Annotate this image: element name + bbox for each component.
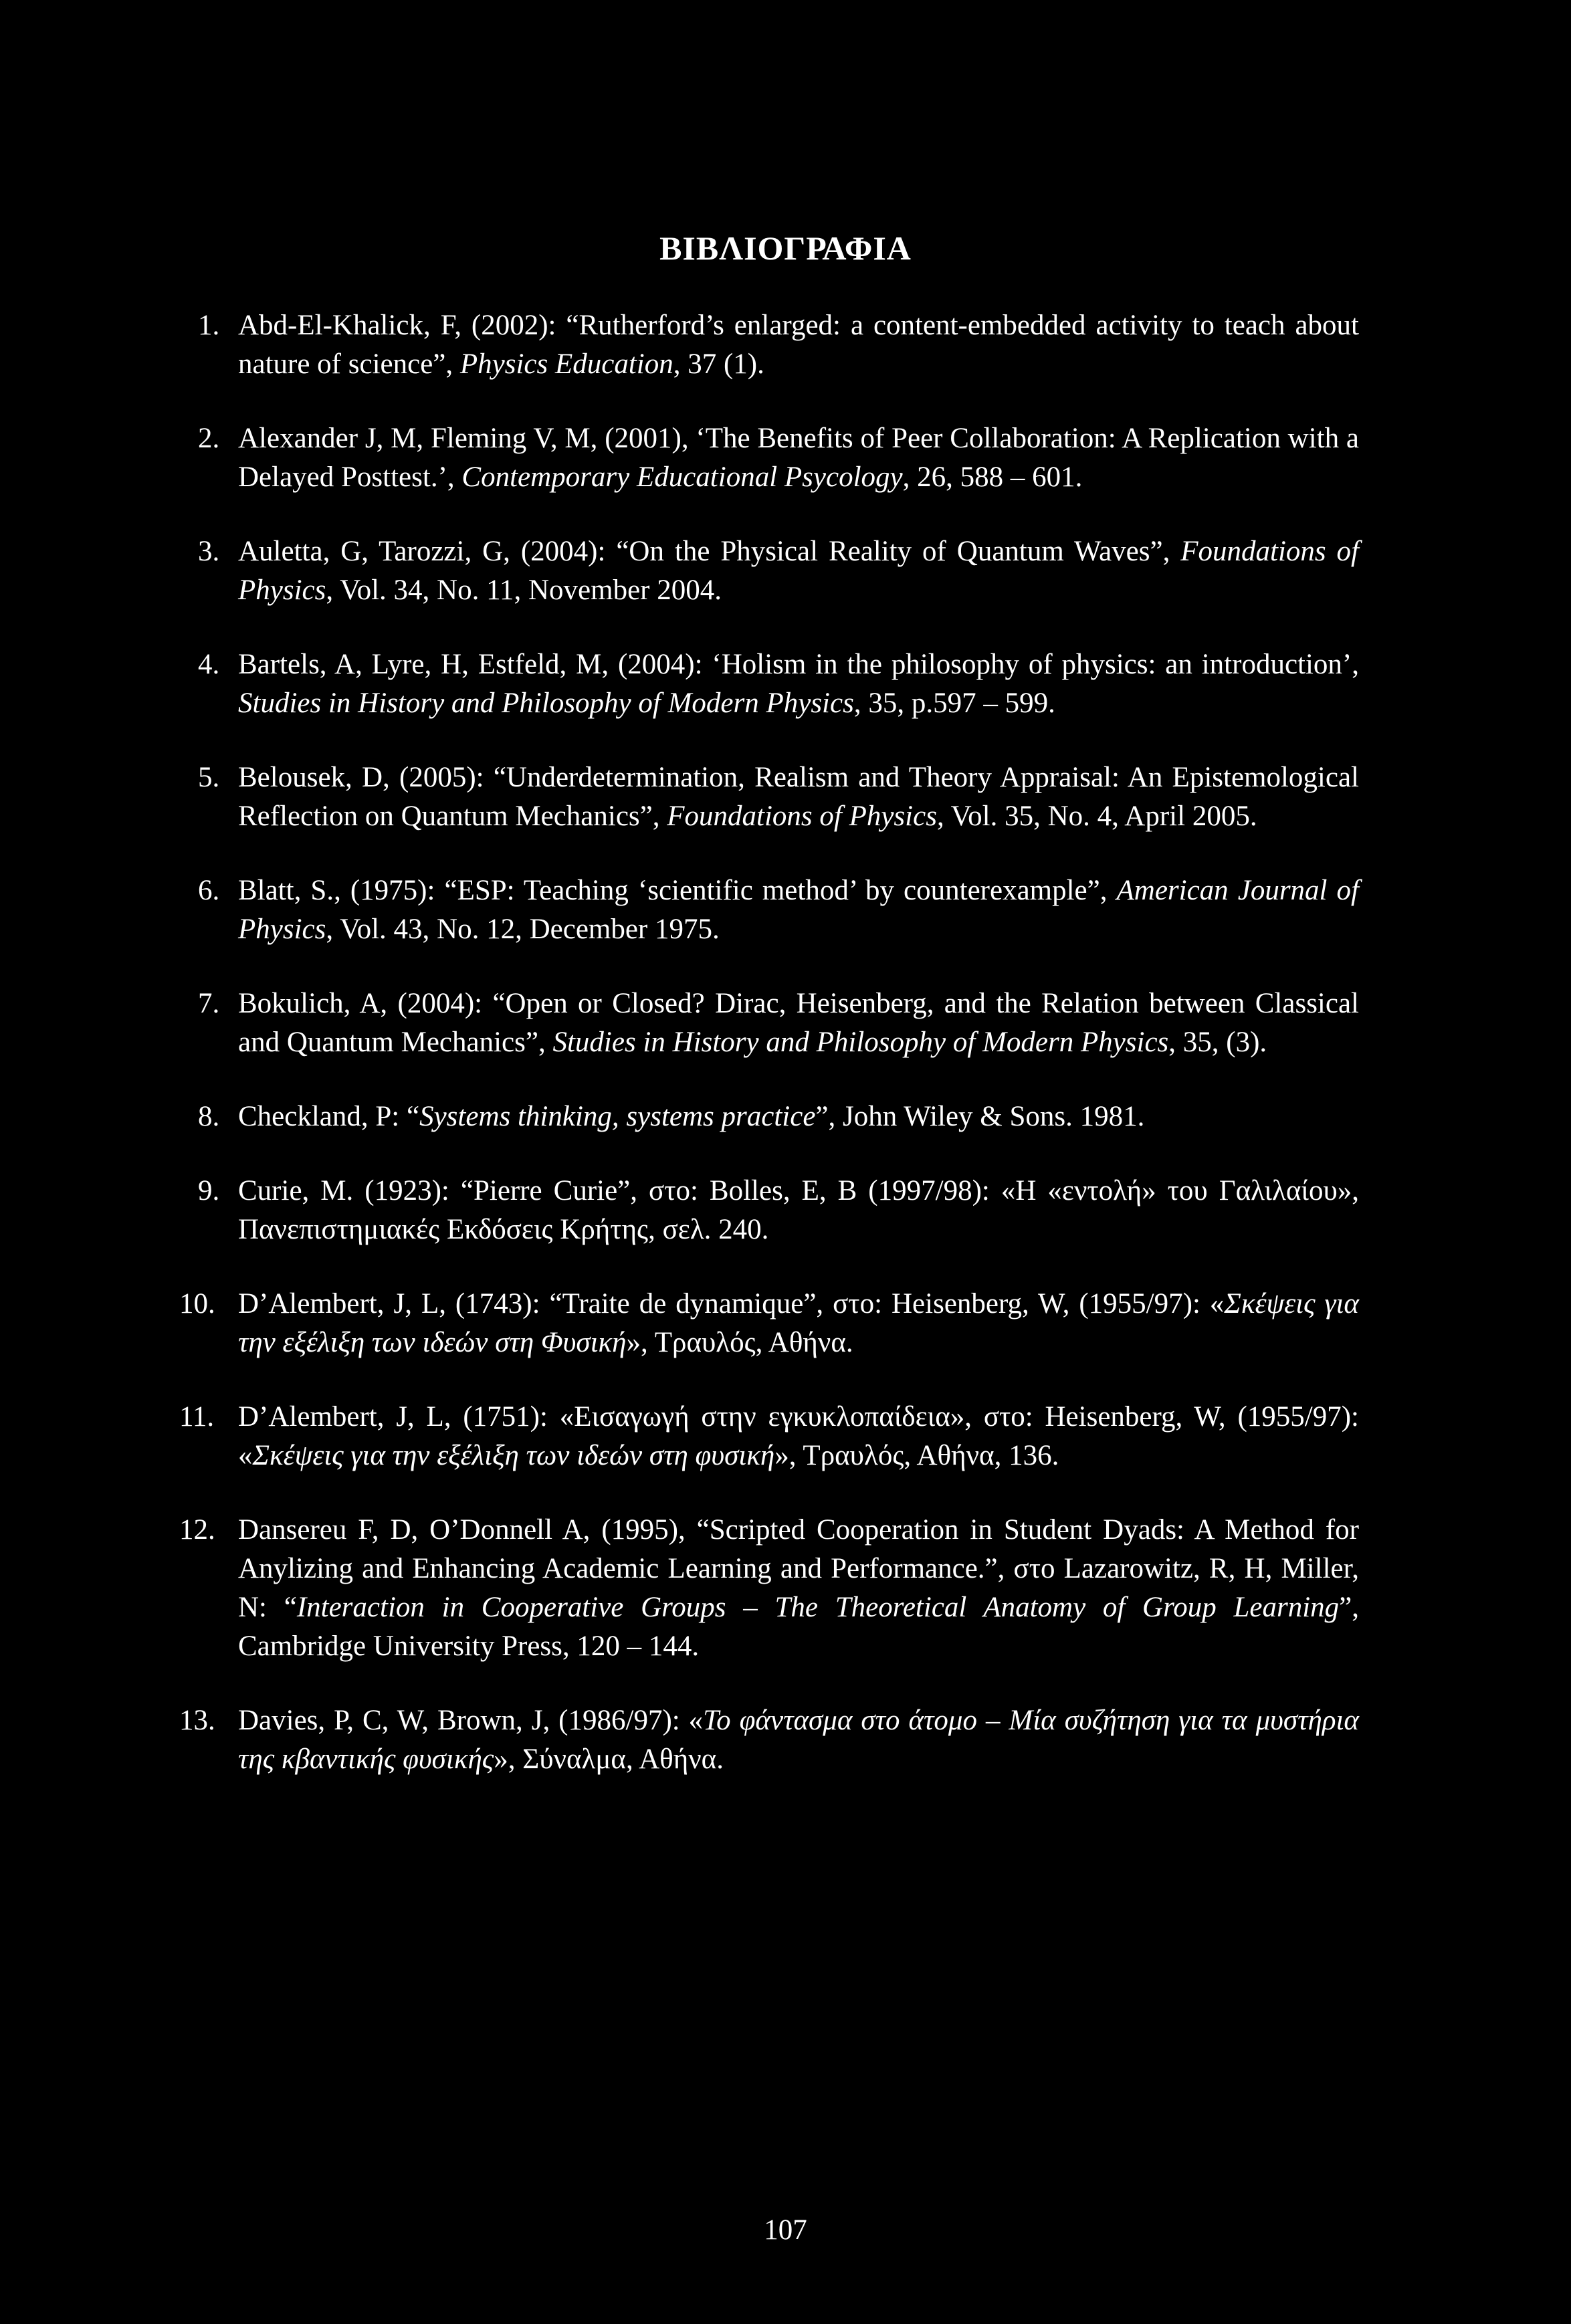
reference-item (198, 1097, 1359, 1136)
reference-item (179, 1701, 1359, 1779)
reference-title-italic: Foundations of Physics (238, 536, 1359, 606)
reference-number: 9. (198, 1175, 220, 1206)
reference-text: , 37 (1). (673, 348, 764, 380)
reference-text: Dansereu F, D, O’Donnell A, (1995), “Scripted Cooperation in Student Dyads: A Method for Anylizing and Enhancing Academic Learning and Performance.”, στο Lazarowitz, R, H, Miller, N: “ (238, 1514, 1359, 1623)
reference-text: », Τραυλός, Αθήνα, 136. (774, 1440, 1059, 1471)
reference-item (198, 758, 1359, 836)
reference-title-italic: Foundations of Physics (667, 801, 937, 832)
reference-title-italic: Το φάντασμα στο άτομο – Μία συζήτηση για τα μυστήρια της κβαντικής φυσικής (238, 1705, 1359, 1775)
reference-title-italic: Σκέψεις για την εξέλιξη των ιδεών στη φυσική (252, 1440, 775, 1471)
reference-text: », Σύναλμα, Αθήνα. (494, 1744, 724, 1775)
reference-number: 10. (179, 1288, 215, 1319)
reference-text: D’Alembert, J, L, (1751): «Εισαγωγή στην εγκυκλοπαίδεια», στο: Heisenberg, W, (1955/97): « (238, 1401, 1359, 1471)
reference-item (179, 1511, 1360, 1666)
reference-text: Alexander J, M, Fleming V, M, (2001), ‘The Benefits of Peer Collaboration: A Replication with a Delayed Posttest.’, (238, 423, 1359, 493)
reference-title-italic: American Journal of Physics (238, 875, 1359, 945)
reference-title-italic: Studies in History and Philosophy of Modern Physics (552, 1027, 1169, 1058)
reference-text: ”, Cambridge University Press, 120 – 144. (238, 1592, 1360, 1662)
reference-text: ”, John Wiley & Sons. 1981. (815, 1101, 1145, 1132)
reference-text: Auletta, G, Tarozzi, G, (2004): “On the Physical Reality of Quantum Waves”, (238, 536, 1181, 567)
reference-item (198, 419, 1359, 497)
reference-item (179, 1398, 1359, 1475)
reference-text: D’Alembert, J, L, (1743): “Traite de dynamique”, στο: Heisenberg, W, (1955/97): « (238, 1288, 1225, 1319)
reference-title-italic: Physics Education (459, 348, 673, 380)
reference-text: , 26, 588 – 601. (902, 461, 1083, 493)
reference-number: 7. (198, 988, 220, 1019)
reference-item (198, 645, 1359, 723)
reference-text: Bokulich, A, (2004): “Open or Closed? Dirac, Heisenberg, and the Relation between Classical and Quantum Mechanics”, (238, 988, 1359, 1058)
reference-text: », Τραυλός, Αθήνα. (626, 1327, 853, 1358)
reference-text: , Vol. 34, No. 11, November 2004. (326, 574, 722, 606)
reference-number: 3. (198, 536, 220, 567)
reference-list (179, 306, 1360, 1814)
reference-text: Davies, P, C, W, Brown, J, (1986/97): « (238, 1705, 704, 1736)
reference-text: , 35, (3). (1168, 1027, 1267, 1058)
reference-item (198, 984, 1359, 1062)
reference-number: 6. (198, 875, 220, 906)
reference-title-italic: Studies in History and Philosophy of Modern Physics (238, 688, 854, 719)
reference-number: 5. (198, 762, 220, 793)
reference-number: 4. (198, 649, 220, 680)
reference-text: , Vol. 35, No. 4, April 2005. (936, 801, 1257, 832)
reference-number: 8. (198, 1101, 220, 1132)
reference-number: 11. (179, 1401, 215, 1433)
reference-title-italic: Systems thinking, systems practice (419, 1101, 816, 1132)
reference-text: Curie, M. (1923): “Pierre Curie”, στο: Bolles, E, B (1997/98): «Η «εντολή» του Γαλιλαίου», Πανεπιστημιακές Εκδόσεις Κρήτης, σελ. 240. (238, 1175, 1359, 1245)
reference-item (198, 306, 1359, 384)
reference-text: Bartels, A, Lyre, H, Estfeld, M, (2004): ‘Holism in the philosophy of physics: an introduction’, (238, 649, 1359, 680)
reference-number: 12. (179, 1514, 215, 1546)
reference-item (198, 532, 1359, 610)
reference-number: 1. (198, 310, 220, 341)
reference-text: , 35, p.597 – 599. (853, 688, 1055, 719)
reference-text: Belousek, D, (2005): “Underdetermination, Realism and Theory Appraisal: An Epistemological Reflection on Quantum Mechanics”, (238, 762, 1359, 832)
reference-text: Abd-El-Khalick, F, (2002): “Rutherford’s enlarged: a content-embedded activity to teach about nature of science”, (238, 310, 1359, 380)
reference-text: Checkland, P: “ (238, 1101, 420, 1132)
reference-item (179, 1285, 1359, 1362)
reference-text: Blatt, S., (1975): “ESP: Teaching ‘scientific method’ by counterexample”, (238, 875, 1117, 906)
page-number: 107 (764, 2214, 807, 2246)
reference-item (198, 871, 1359, 949)
reference-text: , Vol. 43, No. 12, December 1975. (326, 914, 720, 945)
reference-number: 2. (198, 423, 220, 454)
reference-item (198, 1172, 1359, 1249)
reference-title-italic: Contemporary Educational Psycology (461, 461, 903, 493)
reference-title-italic: Σκέψεις για την εξέλιξη των ιδεών στη Φυσική (238, 1288, 1359, 1358)
reference-title-italic: Interaction in Cooperative Groups – The Theoretical Anatomy of Group Learning (296, 1592, 1340, 1623)
page-title: ΒΙΒΛΙΟΓΡΑΦΙΑ (659, 229, 912, 267)
reference-number: 13. (179, 1705, 215, 1736)
